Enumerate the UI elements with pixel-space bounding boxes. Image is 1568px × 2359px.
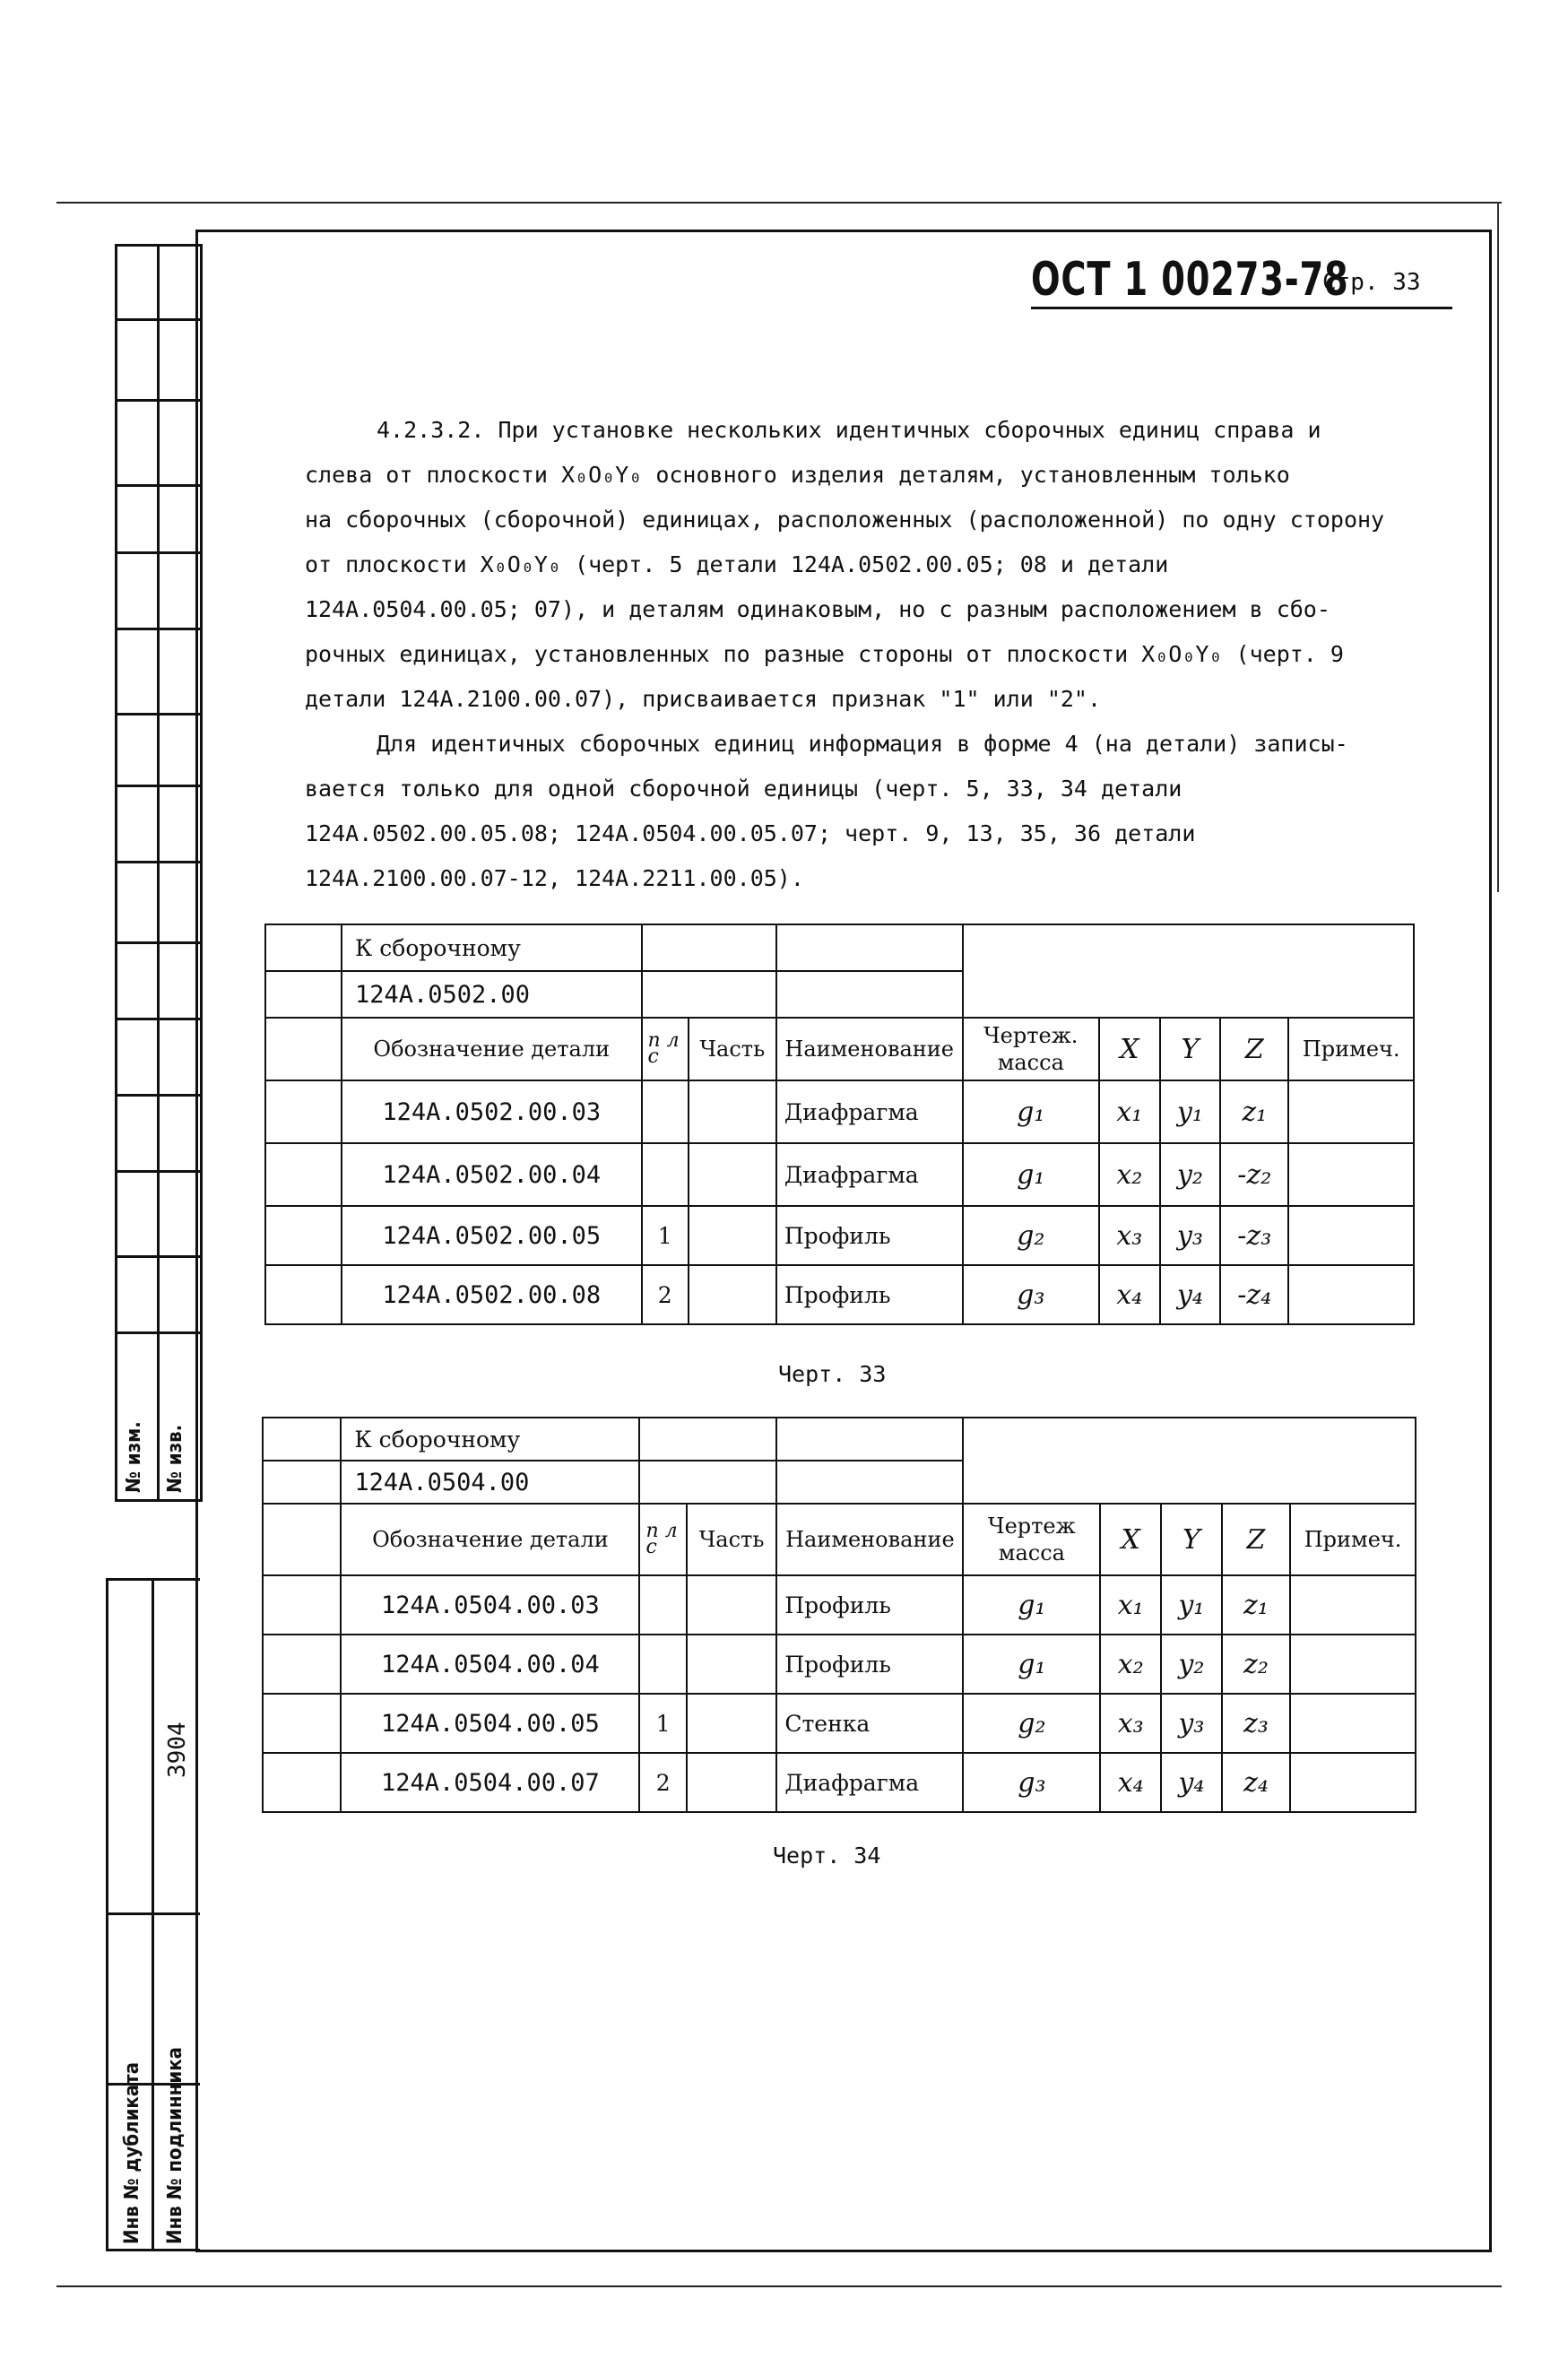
mass-cell: g₁ — [963, 1635, 1100, 1694]
header-y: Y — [1160, 1018, 1221, 1080]
name-cell: Профиль — [776, 1635, 963, 1694]
header-note: Примеч. — [1288, 1018, 1414, 1080]
designation-cell: 124А.0504.00.05 — [341, 1694, 639, 1753]
mass-cell: g₂ — [963, 1206, 1100, 1265]
mass-cell: g₁ — [963, 1575, 1100, 1635]
blank-cell — [263, 1504, 341, 1575]
y-cell: y₄ — [1161, 1753, 1222, 1812]
header-z: Z — [1222, 1504, 1290, 1575]
blank-cell — [263, 1418, 341, 1461]
strip-line — [117, 785, 200, 787]
strip-line — [117, 628, 200, 630]
z-cell: -z₃ — [1220, 1206, 1288, 1265]
z-cell: z₁ — [1222, 1575, 1290, 1635]
x-cell: x₄ — [1100, 1753, 1161, 1812]
blank-cell — [963, 1418, 1416, 1504]
z-cell: z₁ — [1220, 1080, 1288, 1143]
x-cell: x₃ — [1100, 1694, 1161, 1753]
margin-strip — [115, 244, 203, 1502]
header-pls: п л с — [639, 1504, 686, 1575]
designation-cell: 124А.0504.00.03 — [341, 1575, 639, 1635]
pls-cell — [642, 1080, 689, 1143]
blank-cell — [639, 1461, 776, 1504]
strip-line — [117, 1094, 200, 1097]
strip-line — [117, 1255, 200, 1258]
header-note: Примеч. — [1290, 1504, 1416, 1575]
spec-table-33 — [264, 924, 1415, 1325]
inv-dup-label: Инв № дубликата — [121, 2061, 143, 2244]
strip-line — [117, 1018, 200, 1020]
blank-cell — [642, 971, 776, 1018]
y-cell: y₂ — [1160, 1143, 1221, 1206]
name-cell: Профиль — [776, 1265, 963, 1324]
strip-line — [117, 713, 200, 716]
mass-cell: g₂ — [963, 1694, 1100, 1753]
y-cell: y₃ — [1160, 1206, 1221, 1265]
mass-cell: g₁ — [963, 1080, 1100, 1143]
designation-cell: 124А.0502.00.05 — [342, 1206, 642, 1265]
table-row — [265, 1206, 1414, 1265]
y-cell: y₁ — [1161, 1575, 1222, 1635]
pls-cell: 1 — [642, 1206, 689, 1265]
designation-cell: 124А.0502.00.04 — [342, 1143, 642, 1206]
strip-line — [117, 1331, 200, 1334]
text-line: 124А.0504.00.05; 07), и деталям одинаковым, но с разным расположением в сбо- — [305, 596, 1330, 622]
pls-cell — [639, 1635, 686, 1694]
pls-cell: 1 — [639, 1694, 686, 1753]
strip-line — [117, 551, 200, 554]
name-cell: Стенка — [776, 1694, 963, 1753]
text-line: слева от плоскости X₀O₀Y₀ основного изделия деталям, установленным только — [305, 462, 1290, 488]
text-line: Для идентичных сборочных единиц информация в форме 4 (на детали) записы- — [377, 731, 1348, 757]
designation-cell: 124А.0502.00.08 — [342, 1265, 642, 1324]
text-line: от плоскости X₀O₀Y₀ (черт. 5 детали 124А.0502.00.05; 08 и детали — [305, 551, 1169, 577]
name-cell: Диафрагма — [776, 1143, 963, 1206]
inv-number: 3904 — [164, 1722, 191, 1778]
text-line: 4.2.3.2. При установке нескольких идентичных сборочных единиц справа и — [377, 417, 1321, 443]
blank-cell — [776, 1461, 963, 1504]
strip-line — [117, 318, 200, 321]
header-x: X — [1100, 1504, 1161, 1575]
lower-margin-strip — [106, 1578, 200, 2251]
izv-label: № изв. — [164, 1424, 186, 1493]
table-row — [263, 1575, 1416, 1635]
name-cell: Диафрагма — [776, 1080, 963, 1143]
header-part: Часть — [689, 1018, 776, 1080]
pls-cell: 2 — [639, 1753, 686, 1812]
blank-cell — [642, 924, 776, 971]
blank-cell — [776, 971, 963, 1018]
strip-line — [117, 941, 200, 944]
table-row — [263, 1694, 1416, 1753]
blank-cell — [265, 924, 342, 971]
text-line: 124А.2100.00.07-12, 124А.2211.00.05). — [305, 865, 804, 891]
mass-cell: g₃ — [963, 1265, 1100, 1324]
z-cell: z₄ — [1222, 1753, 1290, 1812]
table-row — [263, 1753, 1416, 1812]
mass-cell: g₁ — [963, 1143, 1100, 1206]
mass-cell: g₃ — [963, 1753, 1100, 1812]
strip-line — [117, 861, 200, 863]
blank-cell — [963, 924, 1414, 1018]
page-number: Стр. 33 — [1322, 269, 1421, 296]
blank-cell — [263, 1461, 341, 1504]
header-designation: Обозначение детали — [342, 1018, 642, 1080]
header-name: Наименование — [776, 1018, 963, 1080]
designation-cell: 124А.0504.00.04 — [341, 1635, 639, 1694]
blank-cell — [776, 1418, 963, 1461]
y-cell: y₁ — [1160, 1080, 1221, 1143]
blank-cell — [265, 1018, 342, 1080]
designation-cell: 124А.0502.00.03 — [342, 1080, 642, 1143]
designation-cell: 124А.0504.00.07 — [341, 1753, 639, 1812]
assembly-code: 124А.0502.00 — [342, 971, 642, 1018]
name-cell: Профиль — [776, 1575, 963, 1635]
margin-divider — [157, 247, 160, 1499]
header-drawing: Чертеж масса — [963, 1504, 1100, 1575]
y-cell: y₄ — [1160, 1265, 1221, 1324]
blank-cell — [265, 971, 342, 1018]
assembly-code: 124А.0504.00 — [341, 1461, 639, 1504]
caption-33: Черт. 33 — [778, 1361, 887, 1387]
table-row — [265, 1265, 1414, 1324]
pls-cell — [642, 1143, 689, 1206]
name-cell: Диафрагма — [776, 1753, 963, 1812]
paragraph-2 — [305, 722, 1408, 901]
x-cell: x₁ — [1099, 1080, 1160, 1143]
strip-line — [117, 484, 200, 487]
strip-line — [117, 1170, 200, 1173]
inv-orig-label: Инв № подлинника — [164, 2047, 186, 2244]
z-cell: -z₂ — [1220, 1143, 1288, 1206]
table-row — [263, 1635, 1416, 1694]
page-header — [1031, 253, 1452, 309]
header-z: Z — [1220, 1018, 1288, 1080]
header-name: Наименование — [776, 1504, 963, 1575]
x-cell: x₂ — [1100, 1635, 1161, 1694]
text-line: детали 124А.2100.00.07), присваивается признак "1" или "2". — [305, 686, 1102, 712]
to-assembly-label: К сборочному — [342, 924, 642, 971]
y-cell: y₂ — [1161, 1635, 1222, 1694]
x-cell: x₄ — [1099, 1265, 1160, 1324]
text-line: вается только для одной сборочной единицы (черт. 5, 33, 34 детали — [305, 776, 1182, 802]
to-assembly-label: К сборочному — [341, 1418, 639, 1461]
header-x: X — [1099, 1018, 1160, 1080]
header-pls: п л с — [642, 1018, 689, 1080]
outer-frame-right — [1497, 202, 1499, 892]
pls-cell: 2 — [642, 1265, 689, 1324]
caption-34: Черт. 34 — [773, 1843, 881, 1869]
spec-table-34 — [262, 1417, 1416, 1813]
z-cell: z₃ — [1222, 1694, 1290, 1753]
text-line: на сборочных (сборочной) единицах, расположенных (расположенной) по одну сторону — [305, 507, 1385, 533]
standard-number: ОСТ 1 00273-78 — [1031, 253, 1349, 307]
table-row — [265, 1143, 1414, 1206]
blank-cell — [639, 1418, 776, 1461]
z-cell: z₂ — [1222, 1635, 1290, 1694]
header-part: Часть — [687, 1504, 776, 1575]
x-cell: x₁ — [1100, 1575, 1161, 1635]
header-designation: Обозначение детали — [341, 1504, 639, 1575]
lower-line — [108, 1912, 200, 1915]
paragraph-1 — [305, 408, 1408, 722]
header-drawing: Чертеж. масса — [963, 1018, 1100, 1080]
y-cell: y₃ — [1161, 1694, 1222, 1753]
izm-label: № изм. — [123, 1421, 145, 1493]
text-line: 124А.0502.00.05.08; 124А.0504.00.05.07; черт. 9, 13, 35, 36 детали — [305, 820, 1196, 846]
table-row — [265, 1080, 1414, 1143]
blank-cell — [776, 924, 963, 971]
header-y: Y — [1161, 1504, 1222, 1575]
x-cell: x₃ — [1099, 1206, 1160, 1265]
strip-line — [117, 399, 200, 402]
z-cell: -z₄ — [1220, 1265, 1288, 1324]
name-cell: Профиль — [776, 1206, 963, 1265]
text-line: рочных единицах, установленных по разные стороны от плоскости X₀O₀Y₀ (черт. 9 — [305, 641, 1344, 667]
x-cell: x₂ — [1099, 1143, 1160, 1206]
pls-cell — [639, 1575, 686, 1635]
